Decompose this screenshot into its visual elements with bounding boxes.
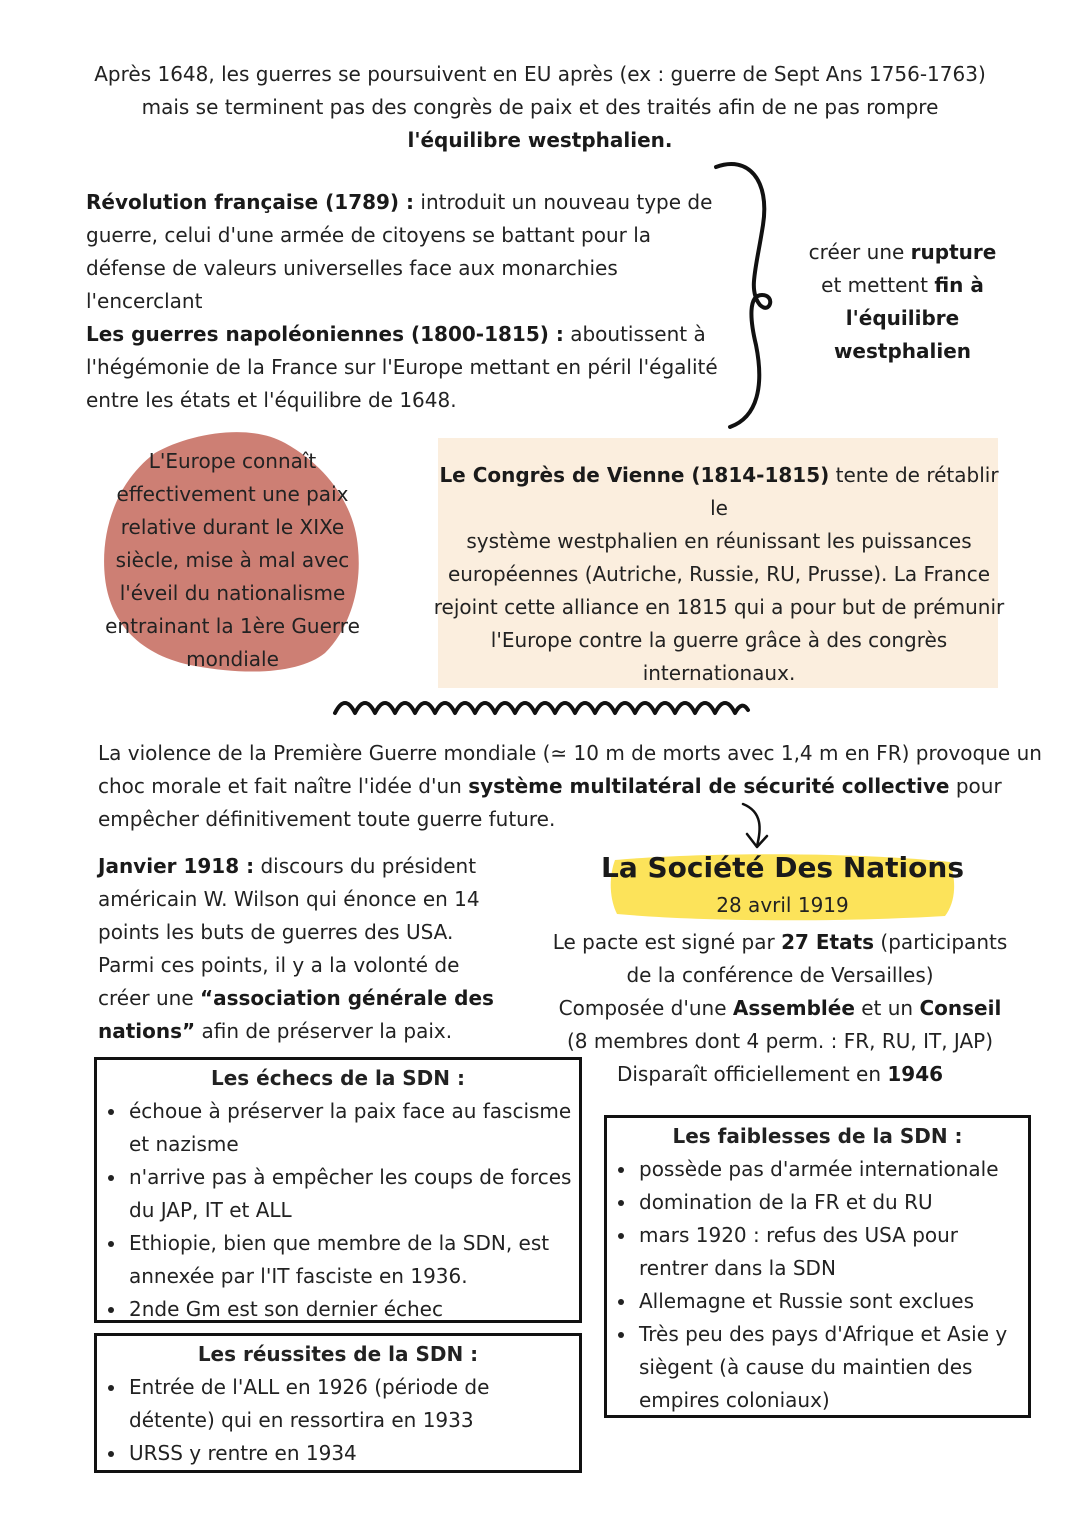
intro-line-1: Après 1648, les guerres se poursuivent en EU après (ex : guerre de Sept Ans 1756-1763) — [94, 62, 986, 86]
brace-note: créer une rupture et mettent fin à l'équilibre westphalien — [808, 240, 997, 363]
wilson-paragraph: Janvier 1918 : discours du président américain W. Wilson qui énonce en 14 points les buts de guerres des USA. Parmi ces points, il y a la volonté de créer une “association générale des nations” afin de préserver la paix. — [98, 854, 494, 1043]
sdn-title: La Société Des Nations — [601, 851, 964, 884]
list-item: • URSS y rentre en 1934 — [127, 1437, 579, 1470]
wilson-title: Janvier 1918 : — [98, 854, 255, 878]
list-item: • échoue à préserver la paix face au fascisme et nazisme — [127, 1095, 579, 1161]
squiggle-divider-icon — [330, 688, 755, 728]
echecs-title: Les échecs de la SDN : — [211, 1066, 465, 1090]
revolution-title: Révolution française (1789) : — [86, 190, 415, 214]
reussites-box — [94, 1333, 582, 1473]
list-item: • n'arrive pas à empêcher les coups de forces du JAP, IT et ALL — [127, 1161, 579, 1227]
faiblesses-title: Les faiblesses de la SDN : — [672, 1124, 963, 1148]
blob-text: L'Europe connaît effectivement une paix relative durant le XIXe siècle, mise à mal avec l'éveil du nationalisme entrainant la 1ère Guerre mondiale — [105, 449, 360, 671]
napoleon-title: Les guerres napoléoniennes (1800-1815) : — [86, 322, 564, 346]
faiblesses-box — [604, 1115, 1031, 1418]
list-item: • Allemagne et Russie sont exclues — [637, 1285, 1028, 1318]
echecs-list — [97, 1095, 579, 1326]
reussites-list — [97, 1371, 579, 1470]
intro-line-2: mais se terminent pas des congrès de paix et des traités afin de ne pas rompre — [141, 95, 939, 119]
faiblesses-list — [607, 1153, 1028, 1417]
vienne-title: Le Congrès de Vienne (1814-1815) — [439, 463, 830, 487]
sdn-description: Le pacte est signé par 27 Etats (participants de la conférence de Versailles) Composée d'une Assemblée et un Conseil (8 membres dont 4 perm. : FR, RU, IT, JAP) Disparaît officiellement en 1946 — [552, 930, 1008, 1086]
echecs-box — [94, 1057, 582, 1323]
revolution-paragraph: Révolution française (1789) : introduit un nouveau type de guerre, celui d'une armée de citoyens se battant pour la défense de valeurs universelles face aux monarchies l'encerclant Les guerres napoléoniennes (1800-1815) : aboutissent à l'hégémonie de la France sur l'Europe mettant en péril l'égalité entre les états et l'équilibre de 1648. — [86, 190, 718, 412]
curly-brace-icon — [708, 155, 788, 435]
arrow-down-icon — [735, 800, 775, 852]
list-item: • Entrée de l'ALL en 1926 (période de détente) qui en ressortira en 1933 — [127, 1371, 579, 1437]
list-item: • possède pas d'armée internationale — [637, 1153, 1028, 1186]
reussites-title: Les réussites de la SDN : — [197, 1342, 479, 1366]
list-item: • Très peu des pays d'Afrique et Asie y siègent (à cause du maintien des empires coloniaux) — [637, 1318, 1028, 1417]
vienne-text: Le Congrès de Vienne (1814-1815) tente de rétablir le système westphalien en réunissant les puissances européennes (Autriche, Russie, RU, Prusse). La France rejoint cette alliance en 1815 qui a pour but de prémunir l'Europe contre la guerre grâce à des congrès internationaux. — [433, 463, 1005, 685]
list-item: • mars 1920 : refus des USA pour rentrer dans la SDN — [637, 1219, 1028, 1285]
list-item: • 2nde Gm est son dernier échec — [127, 1293, 579, 1326]
sdn-date: 28 avril 1919 — [716, 893, 849, 917]
list-item: • domination de la FR et du RU — [637, 1186, 1028, 1219]
intro-paragraph — [60, 58, 1020, 157]
intro-line-3: l'équilibre westphalien. — [407, 128, 673, 152]
list-item: • Ethiopie, bien que membre de la SDN, est annexée par l'IT fasciste en 1936. — [127, 1227, 579, 1293]
ww1-paragraph: La violence de la Première Guerre mondiale (≃ 10 m de morts avec 1,4 m en FR) provoque un choc morale et fait naître l'idée d'un système multilatéral de sécurité collective pour empêcher définitivement toute guerre future. — [98, 741, 1042, 831]
